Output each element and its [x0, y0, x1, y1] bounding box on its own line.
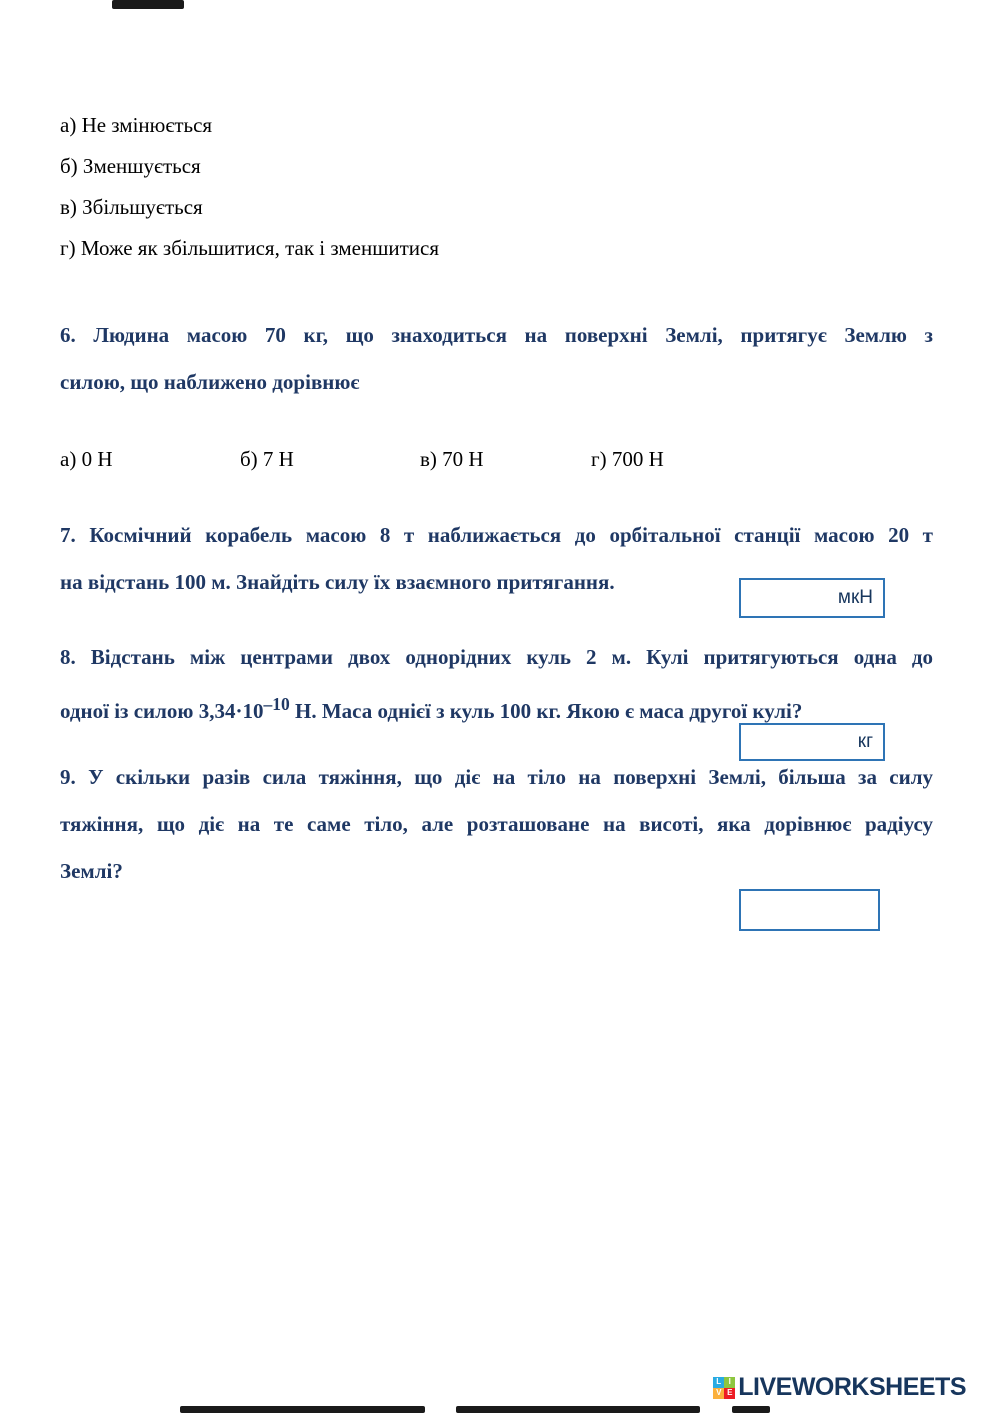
cropped-text-artifact-bottom-3 — [732, 1406, 770, 1413]
question-9-line-2: тяжіння, що діє на те саме тіло, але розташоване на висоті, яка дорівнює радіусу — [60, 812, 933, 836]
cropped-text-artifact-bottom-2 — [456, 1406, 700, 1413]
q6-option-b: б) 7 Н — [240, 447, 294, 471]
q8-unit-label: кг — [857, 731, 873, 752]
q8-line2-text-after: Н. Маса однієї з куль 100 кг. Якою є маса другої кулі? — [289, 699, 803, 723]
liveworksheets-logo-icon — [713, 1377, 735, 1399]
logo-square-e: E — [724, 1388, 735, 1399]
logo-square-l: L — [713, 1377, 724, 1388]
question-6-line-1: 6. Людина масою 70 кг, що знаходиться на поверхні Землі, притягує Землю з — [60, 323, 933, 347]
cropped-text-artifact-bottom-1 — [180, 1406, 425, 1413]
question-9-line-1: 9. У скільки разів сила тяжіння, що діє на тіло на поверхні Землі, більша за силу — [60, 765, 933, 789]
q6-option-a: а) 0 Н — [60, 447, 113, 471]
logo-square-v: V — [713, 1388, 724, 1399]
question-7-line-2: на відстань 100 м. Знайдіть силу їх взаємного притягання. — [60, 570, 615, 594]
question-7-line-1: 7. Космічний корабель масою 8 т наближається до орбітальної станції масою 20 т — [60, 523, 933, 547]
question-9-text — [60, 754, 933, 895]
question-9-line-3: Землі? — [60, 859, 123, 883]
option-b: б) Зменшується — [60, 154, 201, 178]
question-6-options — [0, 441, 1000, 475]
liveworksheets-brand-text: LIVEWORKSHEETS — [738, 1373, 966, 1401]
q6-option-g: г) 700 Н — [591, 447, 664, 471]
question-8-text — [60, 634, 933, 735]
question-6-line-2: силою, що наближено дорівнює — [60, 370, 360, 394]
option-g: г) Може як збільшитися, так і зменшитися — [60, 236, 440, 260]
q9-answer-input[interactable] — [747, 891, 868, 929]
q6-option-v: в) 70 Н — [420, 447, 484, 471]
q7-unit-label: мкН — [837, 587, 873, 608]
q8-exponent: –10 — [263, 694, 290, 714]
q7-answer-input[interactable] — [747, 580, 832, 616]
q8-line2-text: одної із силою 3,34·10 — [60, 699, 264, 723]
question-8-line-1: 8. Відстань між центрами двох однорідних куль 2 м. Кулі притягуються одна до — [60, 645, 933, 669]
option-v: в) Збільшується — [60, 195, 203, 219]
cropped-text-artifact-top — [112, 0, 184, 9]
liveworksheets-logo-link[interactable] — [713, 1373, 966, 1402]
q9-answer-box[interactable] — [739, 889, 880, 931]
question-6-text — [60, 312, 933, 406]
q7-answer-box[interactable] — [739, 578, 885, 618]
logo-square-i: I — [724, 1377, 735, 1388]
answer-options-list — [60, 105, 760, 269]
option-a: а) Не змінюється — [60, 113, 213, 137]
